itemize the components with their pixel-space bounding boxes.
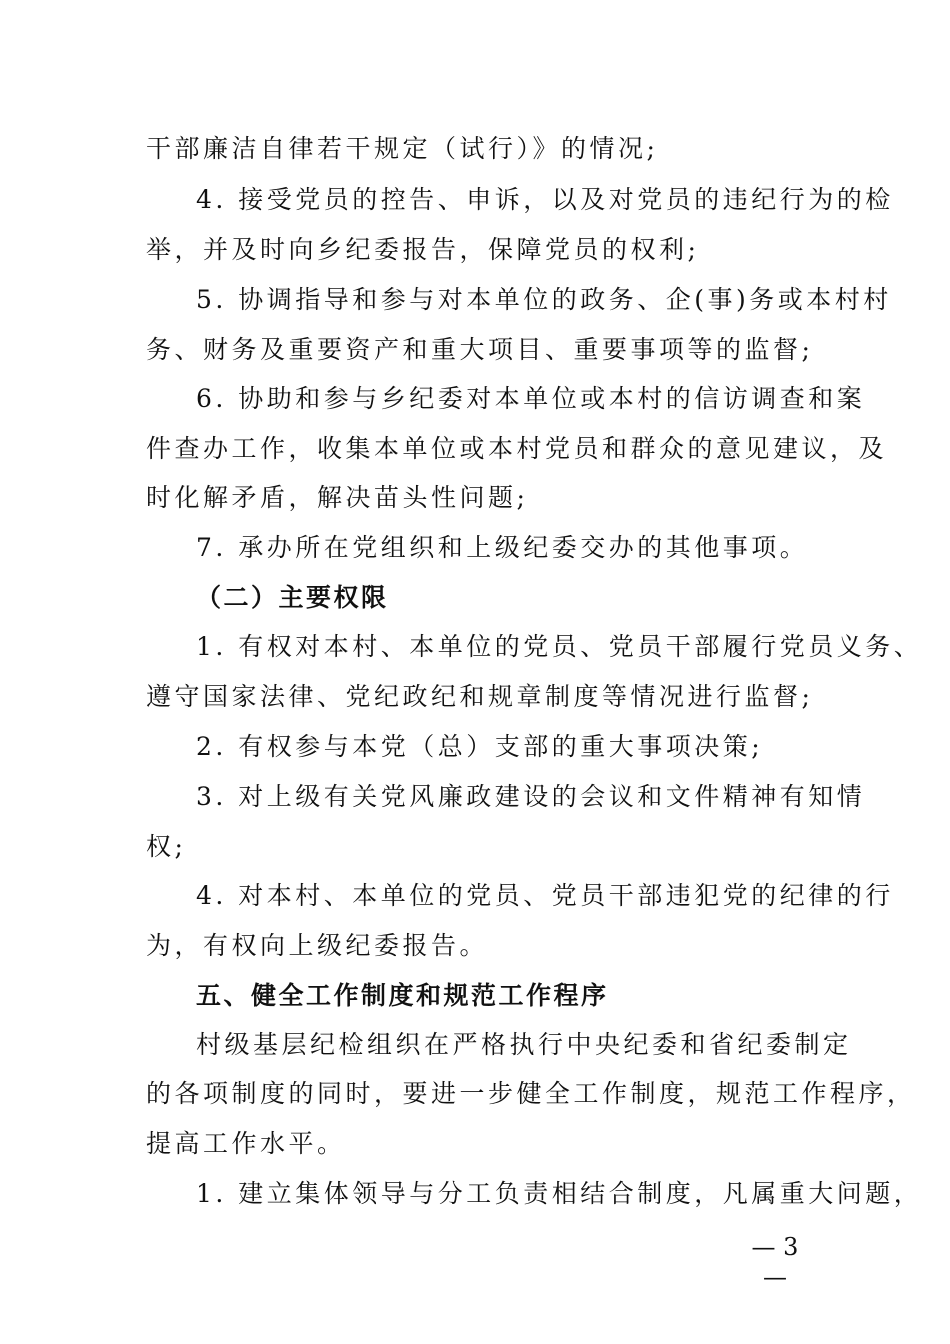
text-line: 为，有权向上级纪委报告。 (146, 931, 489, 960)
text-line: 7. 承办所在党组织和上级纪委交办的其他事项。 (196, 533, 809, 562)
text-line: 3. 对上级有关党风廉政建设的会议和文件精神有知情 (196, 782, 866, 811)
text-line: 件查办工作，收集本单位或本村党员和群众的意见建议，及 (146, 434, 888, 463)
text-line: 6. 协助和参与乡纪委对本单位或本村的信访调查和案 (196, 384, 866, 413)
text-line: 干部廉洁自律若干规定（试行）》的情况; (146, 134, 659, 163)
page-number: — 3 — (751, 1233, 799, 1291)
text-line: 举，并及时向乡纪委报告，保障党员的权利; (146, 235, 700, 264)
text-line: 1. 有权对本村、本单位的党员、党员干部履行党员义务、 (196, 632, 923, 661)
text-line: 5. 协调指导和参与对本单位的政务、企(事)务或本村村 (196, 285, 892, 314)
text-line: 1. 建立集体领导与分工负责相结合制度，凡属重大问题， (196, 1179, 923, 1208)
text-line: 村级基层纪检组织在严格执行中央纪委和省纪委制定 (196, 1030, 852, 1059)
text-line: 的各项制度的同时，要进一步健全工作制度，规范工作程序， (146, 1079, 916, 1108)
text-line: 时化解矛盾，解决苗头性问题; (146, 483, 529, 512)
text-line: 务、财务及重要资产和重大项目、重要事项等的监督; (146, 335, 814, 364)
text-line: 提高工作水平。 (146, 1129, 346, 1158)
text-line: 遵守国家法律、党纪政纪和规章制度等情况进行监督; (146, 682, 814, 711)
section-heading: 五、健全工作制度和规范工作程序 (196, 981, 609, 1010)
text-line: 4. 接受党员的控告、申诉，以及对党员的违纪行为的检 (196, 185, 894, 214)
text-line: 4. 对本村、本单位的党员、党员干部违犯党的纪律的行 (196, 881, 894, 910)
text-line: 2. 有权参与本党（总）支部的重大事项决策; (196, 732, 764, 761)
text-line: 权; (146, 832, 187, 861)
section-subheading: （二）主要权限 (196, 583, 389, 612)
